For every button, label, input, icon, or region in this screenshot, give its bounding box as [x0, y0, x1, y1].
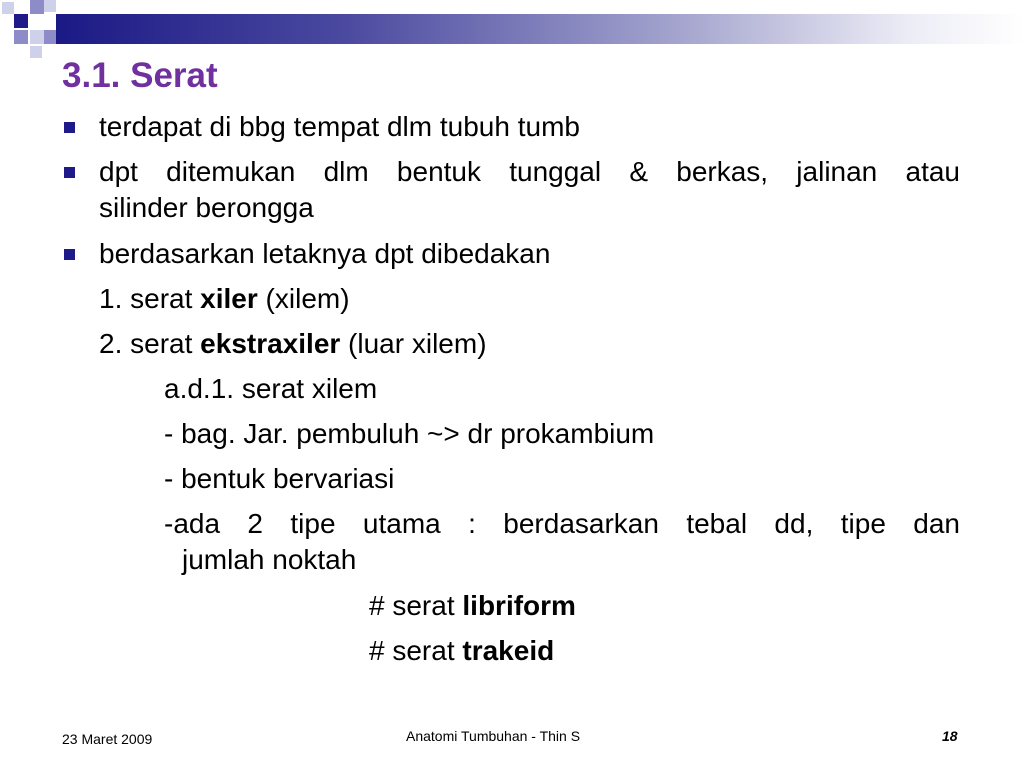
sub-point: - bag. Jar. pembuluh ~> dr prokambium [164, 418, 655, 449]
list-item-prefix: 2. serat [99, 328, 201, 359]
list-item [99, 281, 350, 317]
type-item-prefix: # serat [369, 590, 463, 621]
bullet-square-icon [64, 167, 75, 178]
deco-square-navy [14, 14, 28, 28]
list-item-term: ekstraxiler [200, 328, 341, 359]
type-item-prefix: # serat [369, 635, 463, 666]
deco-square-mid [30, 0, 44, 14]
bullet-text: berdasarkan letaknya dpt dibedakan [99, 238, 551, 269]
sub-point: -ada 2 tipe utama : berdasarkan tebal dd, tipe dan [164, 508, 960, 539]
type-item-term: libriform [462, 590, 576, 621]
bullet-square-icon [64, 122, 75, 133]
bullet-square-icon [64, 249, 75, 260]
bullet-text-continuation: silinder berongga [99, 192, 314, 223]
list-item [99, 326, 487, 362]
deco-square-mid [14, 30, 28, 44]
deco-square-pale [30, 30, 44, 44]
deco-square-pale [44, 0, 56, 12]
bullet-text: dpt ditemukan dlm bentuk tunggal & berkas, jalinan atau [99, 156, 960, 187]
type-item [369, 588, 576, 624]
deco-square-pale [2, 2, 14, 14]
sub-point: - bentuk bervariasi [164, 463, 395, 494]
slide-title: 3.1. Serat [62, 56, 218, 95]
footer-title: Anatomi Tumbuhan - Thin S [406, 728, 581, 744]
list-item-suffix: (luar xilem) [340, 328, 487, 359]
bullet-text: terdapat di bbg tempat dlm tubuh tumb [99, 111, 580, 142]
type-item [369, 633, 554, 669]
list-item-suffix: (xilem) [257, 283, 350, 314]
deco-square-pale [30, 46, 42, 58]
header-gradient-bar [56, 14, 1024, 44]
sub-point-continuation: jumlah noktah [182, 544, 357, 575]
list-item-term: xiler [200, 283, 258, 314]
sub-heading: a.d.1. serat xilem [164, 373, 378, 404]
page-number: 18 [942, 728, 958, 744]
footer-date: 23 Maret 2009 [62, 731, 153, 747]
type-item-term: trakeid [462, 635, 555, 666]
list-item-prefix: 1. serat [99, 283, 201, 314]
deco-square-mid [44, 30, 56, 44]
